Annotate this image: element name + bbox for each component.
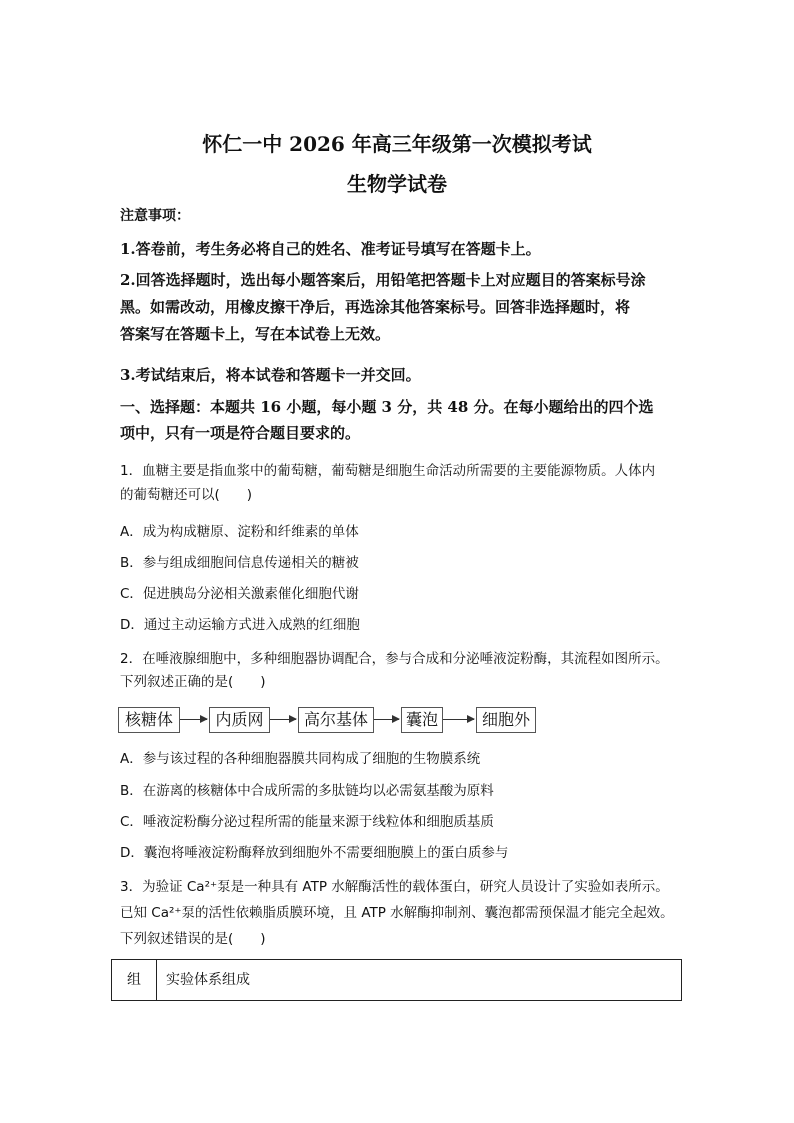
- flow-arrow-2: [270, 719, 296, 720]
- q1-option-c: C．促进胰岛分泌相关激素催化细胞代谢: [120, 586, 359, 602]
- q2-stem-line-2: 下列叙述正确的是( ): [120, 674, 266, 690]
- flow-arrow-1: [180, 719, 207, 720]
- q2-option-d: D．囊泡将唾液淀粉酶释放到细胞外不需要细胞膜上的蛋白质参与: [120, 845, 509, 861]
- q2-option-a: A．参与该过程的各种细胞器膜共同构成了细胞的生物膜系统: [120, 751, 481, 767]
- q2-option-c: C．唾液淀粉酶分泌过程所需的能量来源于线粒体和细胞质基质: [120, 814, 494, 830]
- section-1-line-1: 一、选择题：本题共 16 小题，每小题 3 分，共 48 分。在每小题给出的四个选: [120, 398, 654, 416]
- flow-box-er: 内质网: [209, 707, 270, 733]
- q3-stem-line-2: 已知 Ca²⁺泵的活性依赖脂质膜环境，且 ATP 水解酶抑制剂、囊泡都需预保温才能完全起效。: [120, 905, 674, 921]
- q3-experiment-table: [111, 959, 682, 1001]
- section-1-line-2: 项中，只有一项是符合题目要求的。: [120, 424, 361, 442]
- q1-option-b: B．参与组成细胞间信息传递相关的糖被: [120, 555, 359, 571]
- q3-stem-line-1: 3．为验证 Ca²⁺泵是一种具有 ATP 水解酶活性的载体蛋白，研究人员设计了实验如表所示。: [120, 879, 669, 895]
- flow-arrow-4: [443, 719, 474, 720]
- table-header-composition: 实验体系组成: [166, 972, 250, 988]
- q3-stem-line-3: 下列叙述错误的是( ): [120, 931, 266, 947]
- flow-box-golgi: 高尔基体: [298, 707, 374, 733]
- q1-stem-line-2: 的葡萄糖还可以( ): [120, 487, 253, 503]
- notes-item-2-line-3: 答案写在答题卡上，写在本试卷上无效。: [120, 325, 391, 343]
- q1-option-a: A．成为构成糖原、淀粉和纤维素的单体: [120, 524, 359, 540]
- notes-item-2-line-2: 黑。如需改动，用橡皮擦干净后，再选涂其他答案标号。回答非选择题时，将: [120, 298, 631, 316]
- q1-stem-line-1: 1．血糖主要是指血浆中的葡萄糖，葡萄糖是细胞生命活动所需要的主要能源物质。人体内: [120, 463, 656, 479]
- q1-option-d: D．通过主动运输方式进入成熟的红细胞: [120, 617, 360, 633]
- notes-item-3: 3.考试结束后，将本试卷和答题卡一并交回。: [120, 366, 421, 384]
- flow-box-ribosome: 核糖体: [118, 707, 180, 733]
- notes-item-2-line-1: 2.回答选择题时，选出每小题答案后，用铅笔把答题卡上对应题目的答案标号涂: [120, 271, 646, 289]
- flow-box-vesicle: 囊泡: [401, 707, 443, 733]
- q2-stem-line-1: 2．在唾液腺细胞中，多种细胞器协调配合，参与合成和分泌唾液淀粉酶，其流程如图所示。: [120, 651, 669, 667]
- exam-subtitle: 生物学试卷: [347, 172, 447, 196]
- q2-option-b: B．在游离的核糖体中合成所需的多肽链均以必需氨基酸为原料: [120, 783, 494, 799]
- flow-arrow-3: [374, 719, 399, 720]
- exam-title: 怀仁一中 2026 年高三年级第一次模拟考试: [202, 132, 592, 156]
- notes-heading: 注意事项：: [120, 208, 190, 224]
- flow-box-extracellular: 细胞外: [476, 707, 536, 733]
- notes-item-1: 1.答卷前，考生务必将自己的姓名、准考证号填写在答题卡上。: [120, 240, 541, 258]
- table-header-group: 组: [112, 960, 157, 1000]
